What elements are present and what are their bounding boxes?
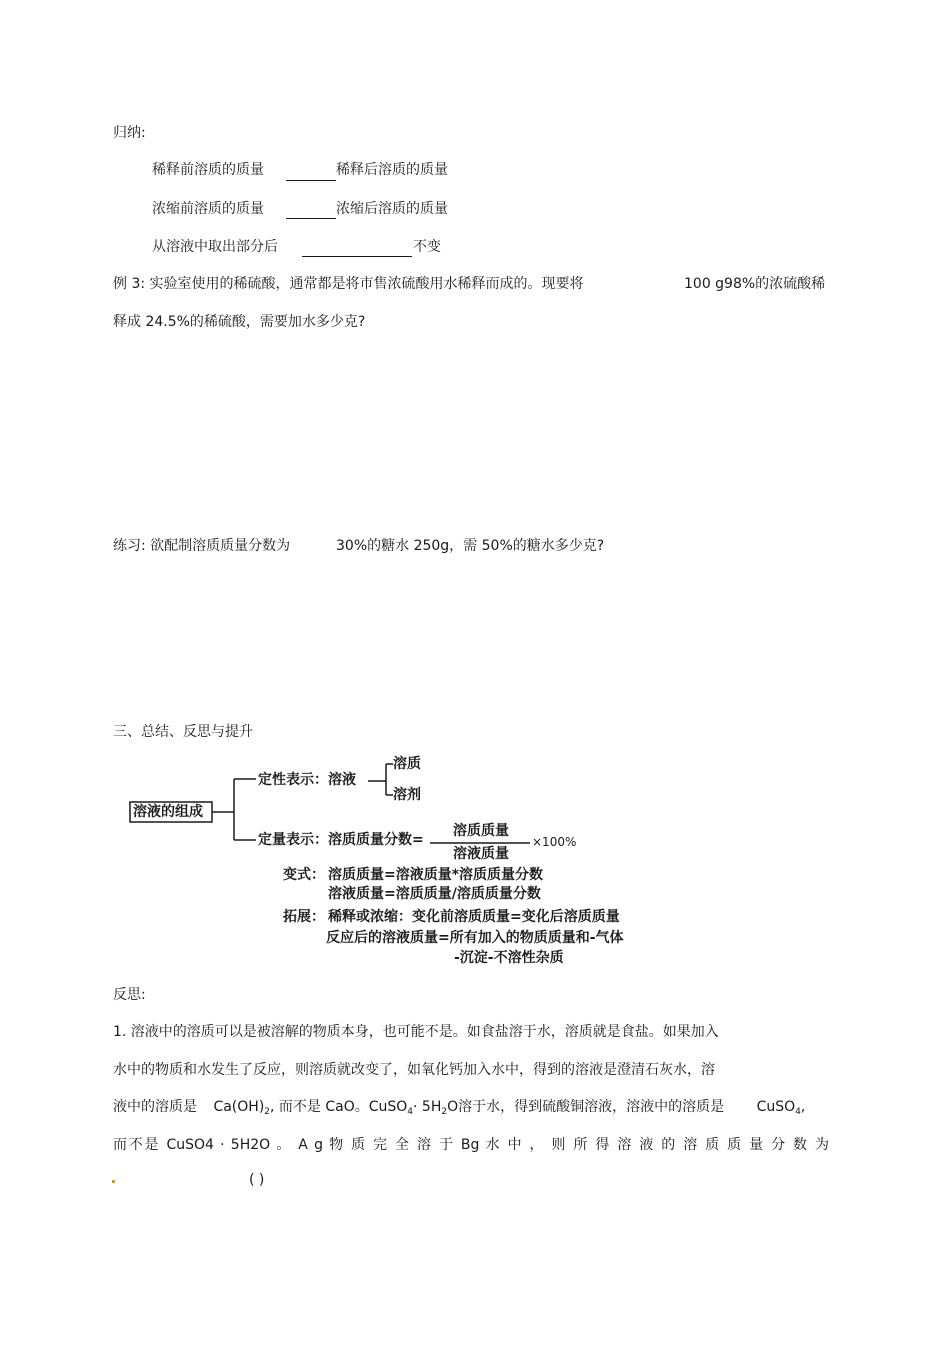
diagram-denominator: 溶液质量 (453, 846, 509, 862)
diagram-qualitative: 定性表示：溶液 (258, 772, 356, 788)
diagram-extend-2: 反应后的溶液质量=所有加入的物质质量和-气体 (326, 930, 624, 946)
dilute-before-label: 稀释前溶质的质量 (152, 162, 264, 178)
diagram-solute: 溶质 (393, 756, 421, 772)
reflection-p3: 液中的溶质是 $Ca(OH)_2$, 而不是 CaO。CuSO$_4$· $5H_2O$溶于水，得到硫酸铜溶液，溶液中的溶质是 CuSO$_4$, (113, 1099, 806, 1117)
unchanged-label: 不变 (413, 239, 441, 255)
diagram-variant-1: 溶质质量=溶液质量*溶质质量分数 (328, 867, 544, 883)
practice-b: 30%的糖水 250g，需 50%的糖水多少克? (336, 538, 605, 554)
diagram-numerator: 溶质质量 (453, 823, 509, 839)
practice-a: 练习: 欲配制溶质质量分数为 (113, 538, 291, 554)
reflection-p2: 水中的物质和水发生了反应，则溶质就改变了，如氧化钙加入水中，得到的溶液是澄清石灰水，溶 (113, 1062, 715, 1078)
summary-heading: 归纳: (113, 125, 146, 141)
example3-line1-end: 100 g98%的浓硫酸稀 (684, 276, 826, 292)
concentrate-after-label: 浓缩后溶质的质量 (336, 201, 448, 217)
dilute-after-label: 稀释后溶质的质量 (336, 162, 448, 178)
diagram-times-100: ×100% (532, 835, 577, 849)
reflection-p3-a: 液中的溶质是 (113, 1099, 197, 1115)
formula-cuso4: CuSO$_4$, (756, 1099, 806, 1117)
diagram-variant-2: 溶液质量=溶质质量/溶质质量分数 (328, 886, 541, 902)
diagram-solvent: 溶剂 (393, 787, 421, 803)
take-part-label: 从溶液中取出部分后 (152, 239, 278, 255)
diagram-extend-3: -沉淀-不溶性杂质 (454, 950, 564, 966)
diagram-extend-1: 稀释或浓缩：变化前溶质质量=变化后溶质质量 (328, 909, 620, 925)
diagram-root: 溶液的组成 (133, 804, 203, 820)
example3-line1: 例 3: 实验室使用的稀硫酸，通常都是将市售浓硫酸用水稀释而成的。现要将 (113, 276, 584, 292)
diagram-variant-label: 变式： (283, 867, 325, 883)
concentrate-before-label: 浓缩前溶质的质量 (152, 201, 264, 217)
marker-dot (112, 1180, 115, 1183)
diagram-extend-label: 拓展： (283, 909, 325, 925)
example3-line2: 释成 24.5%的稀硫酸，需要加水多少克? (113, 314, 366, 330)
reflection-p4: 而不是 CuSO4 · 5H2O 。 A g 物 质 完 全 溶 于 Bg 水 中 ， 则 所 得 溶 液 的 溶 质 质 量 分 数 为 (113, 1137, 829, 1153)
answer-parentheses[interactable]: ( ) (249, 1172, 265, 1188)
section3-title: 三、总结、反思与提升 (113, 724, 253, 740)
formula-caoh2: $Ca(OH)_2$ (213, 1099, 271, 1117)
reflection-p1: 1. 溶液中的溶质可以是被溶解的物质本身，也可能不是。如食盐溶于水，溶质就是食盐。如果加入 (113, 1024, 719, 1040)
reflection-heading: 反思: (113, 987, 146, 1003)
diagram-quantitative: 定量表示：溶质质量分数= (258, 832, 424, 848)
